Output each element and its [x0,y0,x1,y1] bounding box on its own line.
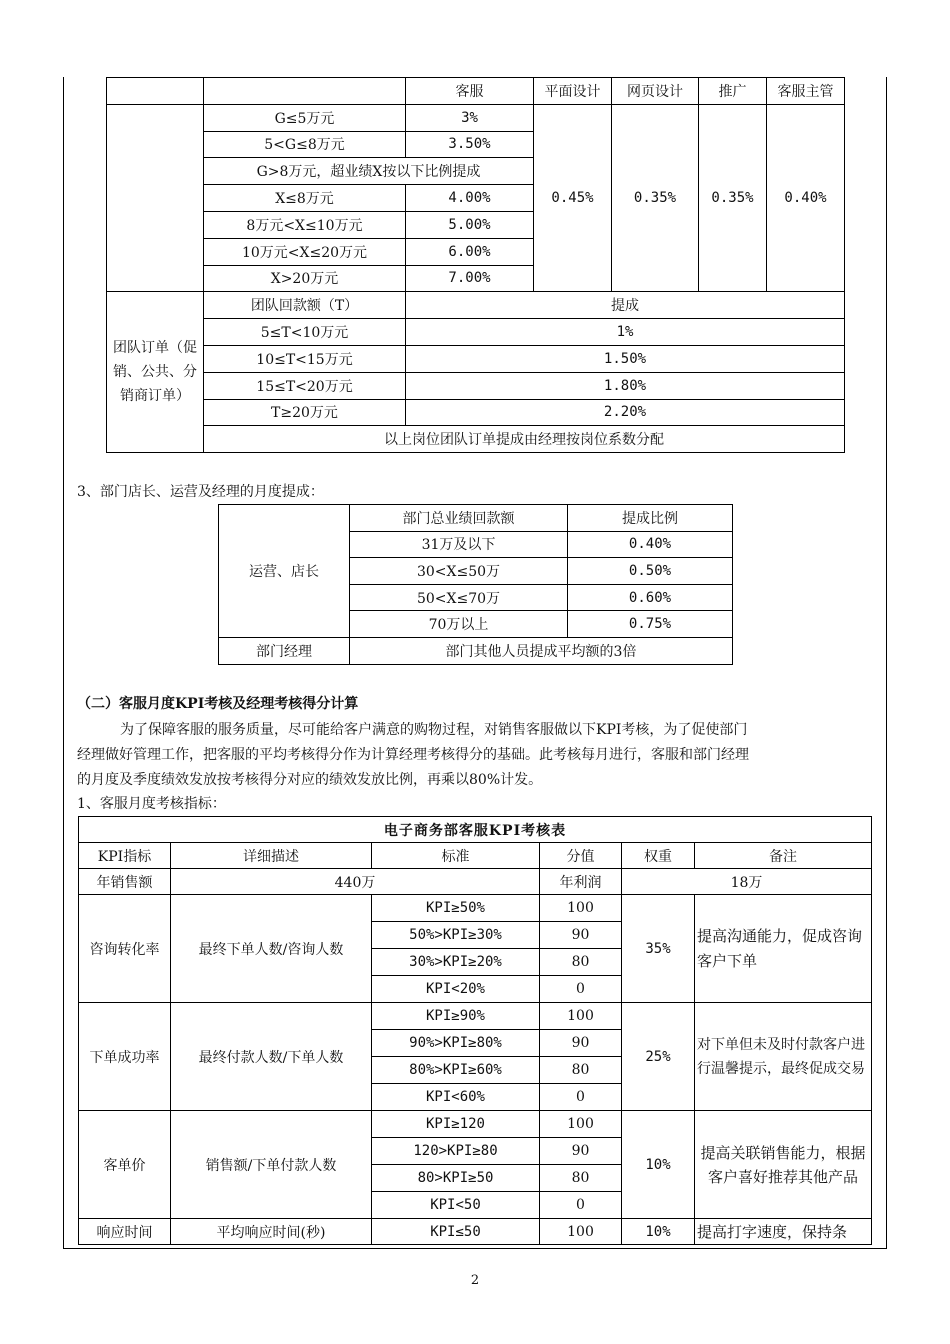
kpi-desc: 平均响应时间(秒) [171,1219,372,1245]
kpi-header-indicator: KPI指标 [79,843,171,869]
kpi-score: 90 [540,1138,622,1165]
team-rate: 1% [406,319,845,346]
kpi-weight: 10% [622,1111,695,1219]
kpi-table-title: 电子商务部客服KPI考核表 [79,817,872,843]
kpi-desc: 销售额/下单付款人数 [171,1111,372,1219]
role-ops-store: 运营、店长 [219,505,350,638]
kpi-header-score: 分值 [540,843,622,869]
blank-label-cell [107,104,204,292]
team-range: 10≤T<15万元 [204,345,406,372]
promo-rate: 0.35% [699,104,767,292]
page-number: 2 [470,1273,480,1288]
manager-label: 部门经理 [219,637,350,664]
range-cell: G≤5万元 [204,104,406,131]
kpi-standard: KPI≤50 [372,1219,540,1245]
team-rate: 1.80% [406,372,845,399]
rate-cell: 0.60% [568,584,733,611]
kpi-table [78,816,872,1245]
header-supervisor: 客服主管 [767,78,845,105]
paragraph-line-3: 的月度及季度绩效发放按考核得分对应的绩效发放比例，再乘以80%计发。 [77,772,543,788]
kpi-score: 100 [540,1111,622,1138]
kpi-standard: 30%>KPI≥20% [372,949,540,976]
team-order-label: 团队订单（促销、公共、分销商订单） [107,292,204,453]
rate-cell: 6.00% [406,238,534,265]
team-rate: 2.20% [406,399,845,426]
range-cell: 10万元<X≤20万元 [204,238,406,265]
annual-profit-label: 年利润 [540,869,622,895]
kpi-score: 0 [540,1192,622,1219]
kpi-desc: 最终下单人数/咨询人数 [171,895,372,1003]
team-header-rate: 提成 [406,292,845,319]
kpi-standard: 50%>KPI≥30% [372,922,540,949]
section3-heading: 3、部门店长、运营及经理的月度提成： [77,484,324,500]
kpi-header-standard: 标准 [372,843,540,869]
manager-value: 部门其他人员提成平均额的3倍 [350,637,733,664]
rate-cell: 7.00% [406,265,534,292]
kpi-score: 100 [540,1219,622,1245]
manager-commission-table [218,504,733,665]
team-header-range: 团队回款额（T） [204,292,406,319]
kpi-note: 提高打字速度，保持条 [695,1219,872,1245]
rate-cell: 0.40% [568,531,733,558]
annual-sales-value: 440万 [171,869,540,895]
range-cell: 50<X≤70万 [350,584,568,611]
kpi-score: 100 [540,1003,622,1030]
range-cell: 8万元<X≤10万元 [204,211,406,238]
rate-cell: 0.75% [568,611,733,638]
kpi-standard: 80%>KPI≥60% [372,1057,540,1084]
supervisor-rate: 0.40% [767,104,845,292]
kpi-score: 100 [540,895,622,922]
blank-header [204,78,406,105]
range-cell: 30<X≤50万 [350,558,568,585]
kpi-score: 0 [540,1084,622,1111]
range-cell: X≤8万元 [204,185,406,212]
range-cell: X>20万元 [204,265,406,292]
kpi-standard: 80>KPI≥50 [372,1165,540,1192]
kpi-note: 提高沟通能力，促成咨询客户下单 [695,895,872,1003]
kpi-note: 提高关联销售能力，根据客户喜好推荐其他产品 [695,1111,872,1219]
team-range: 15≤T<20万元 [204,372,406,399]
kpi-indicator: 下单成功率 [79,1003,171,1111]
kpi-standard: KPI≥120 [372,1111,540,1138]
header-promotion: 推广 [699,78,767,105]
range-cell: 5<G≤8万元 [204,131,406,158]
header-rate: 提成比例 [568,505,733,532]
graphic-rate: 0.45% [534,104,612,292]
rate-cell: 5.00% [406,211,534,238]
kpi-standard: KPI<60% [372,1084,540,1111]
header-web-design: 网页设计 [612,78,699,105]
kpi-score: 80 [540,949,622,976]
team-rate: 1.50% [406,345,845,372]
rate-cell: 4.00% [406,185,534,212]
kpi-standard: KPI<20% [372,976,540,1003]
team-range: T≥20万元 [204,399,406,426]
kpi-indicator: 客单价 [79,1111,171,1219]
rate-cell: 3.50% [406,131,534,158]
kpi-standard: 90%>KPI≥80% [372,1030,540,1057]
annual-profit-value: 18万 [622,869,872,895]
kpi-indicator: 咨询转化率 [79,895,171,1003]
kpi-desc: 最终付款人数/下单人数 [171,1003,372,1111]
team-footer: 以上岗位团队订单提成由经理按岗位系数分配 [204,426,845,453]
kpi-standard: KPI≥50% [372,895,540,922]
item1-heading: 1、客服月度考核指标： [77,796,226,812]
range-cell: 31万及以下 [350,531,568,558]
kpi-header-weight: 权重 [622,843,695,869]
annual-sales-label: 年销售额 [79,869,171,895]
rate-cell: 3% [406,104,534,131]
blank-cell [107,78,204,105]
header-kefu: 客服 [406,78,534,105]
header-total: 部门总业绩回款额 [350,505,568,532]
kpi-score: 90 [540,922,622,949]
header-graphic-design: 平面设计 [534,78,612,105]
kpi-weight: 25% [622,1003,695,1111]
kpi-standard: KPI≥90% [372,1003,540,1030]
range-note-cell: G>8万元，超业绩X按以下比例提成 [204,158,534,185]
kpi-weight: 35% [622,895,695,1003]
web-rate: 0.35% [612,104,699,292]
paragraph-line-1: 为了保障客服的服务质量，尽可能给客户满意的购物过程，对销售客服做以下KPI考核，为了促使部门 [120,722,748,738]
kpi-indicator: 响应时间 [79,1219,171,1245]
kpi-standard: KPI<50 [372,1192,540,1219]
kpi-score: 80 [540,1165,622,1192]
kpi-score: 0 [540,976,622,1003]
paragraph-line-2: 经理做好管理工作，把客服的平均考核得分作为计算经理考核得分的基础。此考核每月进行，客服和部门经理 [77,747,749,763]
kpi-note: 对下单但未及时付款客户进行温馨提示，最终促成交易 [695,1003,872,1111]
commission-table [106,77,845,453]
team-range: 5≤T<10万元 [204,319,406,346]
kpi-standard: 120>KPI≥80 [372,1138,540,1165]
kpi-score: 80 [540,1057,622,1084]
section2-title: （二）客服月度KPI考核及经理考核得分计算 [77,696,359,712]
kpi-score: 90 [540,1030,622,1057]
range-cell: 70万以上 [350,611,568,638]
kpi-weight: 10% [622,1219,695,1245]
rate-cell: 0.50% [568,558,733,585]
kpi-header-note: 备注 [695,843,872,869]
kpi-header-desc: 详细描述 [171,843,372,869]
